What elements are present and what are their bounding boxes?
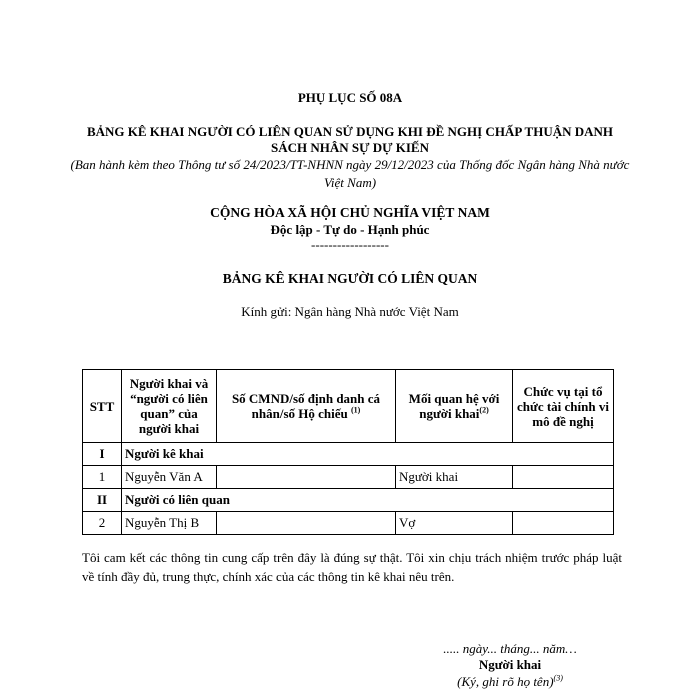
header-relation-footnote: (2) [479,405,489,415]
signature-note-text: (Ký, ghi rõ họ tên) [457,674,554,689]
nation-heading: CỘNG HÒA XÃ HỘI CHỦ NGHĨA VIỆT NAM [210,205,490,220]
document-subtitle: (Ban hành kèm theo Thông tư số 24/2023/TT-NHNN ngày 29/12/2023 của Thống đốc Ngân hàng Nhà nước Việt Nam) [70,157,630,190]
section-row-declarant [83,443,614,466]
row-name: Nguyễn Văn A [122,466,217,489]
table-row [83,512,614,535]
header-stt: STT [83,370,122,443]
signature-date: ..... ngày... tháng... năm… [443,641,577,656]
row-number: 1 [83,466,122,489]
header-position: Chức vụ tại tổ chức tài chính vi mô đề nghị [513,370,614,443]
header-name: Người khai và “người có liên quan” của người khai [122,370,217,443]
signature-note [380,674,640,690]
row-id [217,512,396,535]
header-id [217,370,396,443]
section-label: Người kê khai [122,443,614,466]
header-relation [396,370,513,443]
document-title: BẢNG KÊ KHAI NGƯỜI CÓ LIÊN QUAN SỬ DỤNG KHI ĐỀ NGHỊ CHẤP THUẬN DANH SÁCH NHÂN SỰ DỰ KIẾN [86,124,614,155]
row-position [513,466,614,489]
row-relation: Vợ [396,512,513,535]
section-label: Người có liên quan [122,489,614,512]
header-id-footnote: (1) [351,405,361,415]
header-id-text: Số CMND/số định danh cá nhân/số Hộ chiếu [231,391,381,421]
addressee: Kính gửi: Ngân hàng Nhà nước Việt Nam [241,304,459,319]
header-relation-text: Mối quan hệ với người khai [408,391,500,421]
motto: Độc lập - Tự do - Hạnh phúc [270,222,430,237]
declaration-title: BẢNG KÊ KHAI NGƯỜI CÓ LIÊN QUAN [222,271,478,286]
table-header-row [83,370,614,443]
section-number: I [83,443,122,466]
appendix-number: PHỤ LỤC SỐ 08A [297,90,403,105]
row-position [513,512,614,535]
row-name: Nguyễn Thị B [122,512,217,535]
row-relation: Người khai [396,466,513,489]
divider-dashes: ------------------ [311,237,389,252]
commitment-text: Tôi cam kết các thông tin cung cấp trên đây là đúng sự thật. Tôi xin chịu trách nhiệm trước pháp luật về tính đầy đủ, trung thực, chính xác của các thông tin kê khai nêu trên. [82,550,622,584]
row-id [217,466,396,489]
signature-person: Người khai [478,657,542,672]
section-number: II [83,489,122,512]
table-row [83,466,614,489]
section-row-related [83,489,614,512]
signature-note-footnote: (3) [553,673,563,683]
row-number: 2 [83,512,122,535]
related-persons-table [82,369,614,535]
